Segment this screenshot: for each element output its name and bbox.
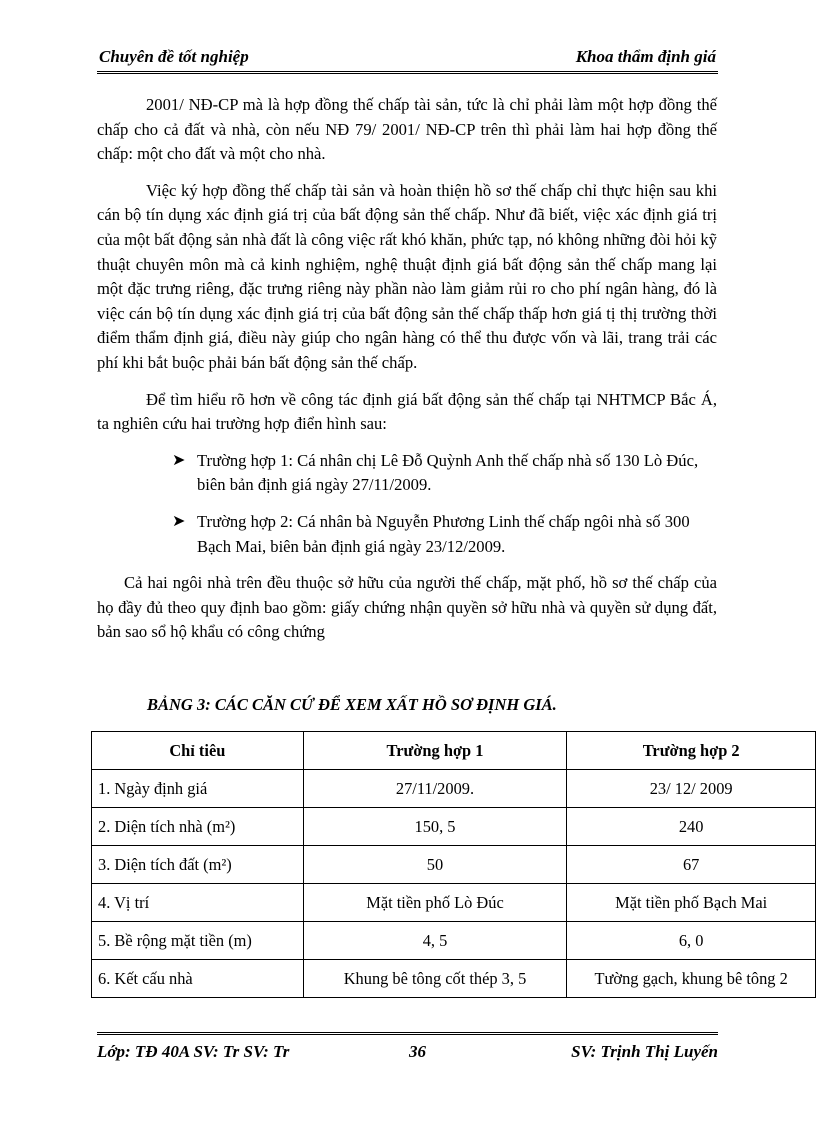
case-2-value: Tường gạch, khung bê tông 2 [567,960,816,998]
footer-class-info: Lớp: TĐ 40A SV: Tr SV: Tr [97,1042,290,1061]
header-case-2: Trường hợp 2 [567,732,816,770]
row-label: 6. Kết cấu nhà [92,960,304,998]
table-row [92,884,816,922]
case-list-item [172,510,717,559]
footer-student-name: SV: Trịnh Thị Luyến [571,1042,718,1061]
row-label: 2. Diện tích nhà (m²) [92,808,304,846]
header-criteria: Chỉ tiêu [92,732,304,770]
header-case-1: Trường hợp 1 [303,732,567,770]
closing-paragraph: Cả hai ngôi nhà trên đều thuộc sở hữu của người thế chấp, mặt phố, hồ sơ thế chấp của họ đầy đủ theo quy định bao gồm: giấy chứng nhận quyền sở hữu nhà và quyền sử dụng đất, bản sao sổ hộ khẩu có công chứng [97,573,717,642]
case-2-value: 23/ 12/ 2009 [567,770,816,808]
table-row [92,808,816,846]
case-list [97,449,717,559]
arrowhead-bullet-icon: ➤ [172,451,186,469]
paragraph-2: Việc ký hợp đồng thế chấp tài sản và hoàn thiện hồ sơ thế chấp chỉ thực hiện sau khi cán bộ tín dụng xác định giá trị của bất động sản thế chấp. Như đã biết, việc xác định giá trị của một bất động sản nhà đất là công việc rất khó khăn, phức tạp, nó không những đòi hỏi kỹ thuật chuyên môn mà cả kinh nghiệm, nghệ thuật định giá bất động sản thế chấp mang lại một đặc trưng riêng, đặc trưng riêng này phần nào làm giảm rủi ro cho phí ngân hàng, đó là việc cán bộ tín dụng xác định giá trị của bất động sản thế chấp thấp hơn giá tị thị trường thời điểm thẩm định giá, điều này giúp cho ngân hàng có thể thu được vốn và lãi, trang trải các phí khi bắt buộc phải bán bất động sản thế chấp. [97,180,717,372]
case-1-value: 50 [303,846,567,884]
body-content [97,93,717,645]
case-2-value: 240 [567,808,816,846]
page-footer [97,1032,718,1065]
header-left-title: Chuyên đề tốt nghiệp [99,47,249,66]
paragraph-1: 2001/ NĐ-CP mà là hợp đồng thế chấp tài sản, tức là chỉ phải làm một hợp đồng thế chấp cho cả đất và nhà, còn nếu NĐ 79/ 2001/ NĐ-CP trên thì phải làm hai hợp đồng thế chấp: một cho đất và một cho nhà. [97,95,717,164]
row-label: 3. Diện tích đất (m²) [92,846,304,884]
table-row [92,960,816,998]
case-list-item [172,449,717,498]
page-header [97,47,718,74]
case-2-value: 6, 0 [567,922,816,960]
header-right-title: Khoa thẩm định giá [575,47,716,66]
table-row [92,846,816,884]
paragraph-3: Để tìm hiểu rõ hơn về công tác định giá bất động sản thế chấp tại NHTMCP Bắc Á, ta nghiên cứu hai trường hợp điển hình sau: [97,389,717,434]
case-2-value: 67 [567,846,816,884]
page-number: 36 [409,1042,426,1061]
case-1-value: Mặt tiền phố Lò Đúc [303,884,567,922]
table-row [92,922,816,960]
row-label: 4. Vị trí [92,884,304,922]
case-1-text: Trường hợp 1: Cá nhân chị Lê Đỗ Quỳnh Anh thế chấp nhà số 130 Lò Đúc, biên bản định giá ngày 27/11/2009. [197,450,699,495]
criteria-table [91,731,816,998]
case-2-value: Mặt tiền phố Bạch Mai [567,884,816,922]
arrowhead-bullet-icon: ➤ [172,512,186,530]
case-2-text: Trường hợp 2: Cá nhân bà Nguyễn Phương Linh thế chấp ngôi nhà số 300 Bạch Mai, biên bản định giá ngày 23/12/2009. [197,511,690,556]
row-label: 1. Ngày định giá [92,770,304,808]
case-1-value: Khung bê tông cốt thép 3, 5 [303,960,567,998]
row-label: 5. Bề rộng mặt tiền (m) [92,922,304,960]
table-title: BẢNG 3: CÁC CĂN CỨ ĐỂ XEM XẤT HỒ SƠ ĐỊNH GIÁ. [147,695,557,714]
case-1-value: 27/11/2009. [303,770,567,808]
table-row [92,770,816,808]
case-1-value: 4, 5 [303,922,567,960]
case-1-value: 150, 5 [303,808,567,846]
table-header-row [92,732,816,770]
